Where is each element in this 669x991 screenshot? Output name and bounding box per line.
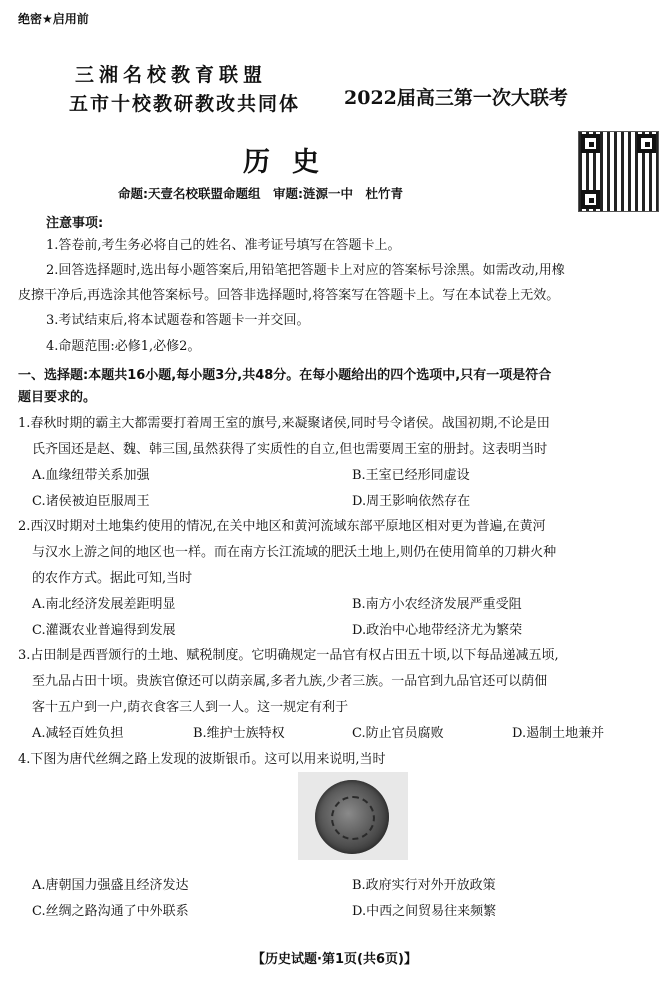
question-1-option-d: D.周王影响依然存在 xyxy=(352,494,471,509)
question-2-option-c: C.灌溉农业普遍得到发展 xyxy=(32,623,176,638)
question-3-option-d: D.遏制土地兼并 xyxy=(512,726,605,741)
question-2-option-b: B.南方小农经济发展严重受阻 xyxy=(352,597,522,612)
notice-item-2-line2: 皮擦干净后,再选涂其他答案标号。回答非选择题时,将答案写在答题卡上。写在本试卷上无效。 xyxy=(18,288,560,303)
question-1-option-b: B.王室已经形同虚设 xyxy=(352,468,470,483)
coin-icon xyxy=(315,780,389,854)
question-2-stem-line3: 的农作方式。据此可知,当时 xyxy=(32,571,193,586)
question-4-option-c: C.丝绸之路沟通了中外联系 xyxy=(32,904,189,919)
question-2-option-d: D.政治中心地带经济尤为繁荣 xyxy=(352,623,523,638)
question-3-option-c: C.防止官员腐败 xyxy=(352,726,444,741)
qr-code-icon xyxy=(578,131,659,212)
question-4-option-d: D.中西之间贸易往来频繁 xyxy=(352,904,497,919)
notice-item-4: 4.命题范围:必修1,必修2。 xyxy=(46,339,201,354)
exam-title: 2022届高三第一次大联考 xyxy=(344,87,568,109)
notice-item-1: 1.答卷前,考生务必将自己的姓名、准考证号填写在答题卡上。 xyxy=(46,238,401,253)
question-4-option-b: B.政府实行对外开放政策 xyxy=(352,878,496,893)
notice-item-3: 3.考试结束后,将本试题卷和答题卡一并交回。 xyxy=(46,313,310,328)
question-3-option-a: A.减轻百姓负担 xyxy=(32,726,124,741)
question-1-stem-line2: 氏齐国还是赵、魏、韩三国,虽然获得了实质性的自立,但也需要周王室的册封。这表明当时 xyxy=(32,442,548,457)
notice-heading: 注意事项: xyxy=(46,216,104,231)
question-2-stem-line2: 与汉水上游之间的地区也一样。而在南方长江流域的肥沃土地上,则仍在使用简单的刀耕火种 xyxy=(32,545,557,560)
section-one-heading: 一、选择题:本题共16小题,每小题3分,共48分。在每小题给出的四个选项中,只有一项是符合 xyxy=(18,368,552,383)
question-3-stem-line3: 客十五户到一户,荫衣食客三人到一人。这一规定有利于 xyxy=(32,700,349,715)
question-3-option-b: B.维护士族特权 xyxy=(193,726,285,741)
question-4-stem-line1: 4.下图为唐代丝绸之路上发现的波斯银币。这可以用来说明,当时 xyxy=(18,752,386,767)
confidential-label: 绝密★启用前 xyxy=(18,12,89,26)
question-4-option-a: A.唐朝国力强盛且经济发达 xyxy=(32,878,189,893)
question-2-stem-line1: 2.西汉时期对土地集约使用的情况,在关中地区和黄河流域东部平原地区相对更为普遍,在黄河 xyxy=(18,519,546,534)
question-2-option-a: A.南北经济发展差距明显 xyxy=(32,597,176,612)
section-one-heading-cont: 题目要求的。 xyxy=(18,390,97,405)
alliance-name-line1: 三湘名校教育联盟 xyxy=(75,64,268,86)
question-3-stem-line2: 至九品占田十顷。贵族官僚还可以荫亲属,多者九族,少者三族。一品官到九品官还可以荫佃 xyxy=(32,674,548,689)
question-3-stem-line1: 3.占田制是西晋颁行的土地、赋税制度。它明确规定一品官有权占田五十顷,以下每品递减五顷, xyxy=(18,648,559,663)
notice-item-2-line1: 2.回答选择题时,选出每小题答案后,用铅笔把答题卡上对应的答案标号涂黑。如需改动,用橡 xyxy=(46,263,565,278)
alliance-name-line2: 五市十校教研教改共同体 xyxy=(69,93,301,115)
exam-authors: 命题:天壹名校联盟命题组 审题:涟源一中 杜竹青 xyxy=(118,186,403,201)
subject-title: 历史 xyxy=(243,147,341,178)
question-1-option-c: C.诸侯被迫臣服周王 xyxy=(32,494,150,509)
page-footer: 【历史试题·第1页(共6页)】 xyxy=(252,952,417,967)
persian-silver-coin-image xyxy=(298,772,408,860)
question-1-option-a: A.血缘纽带关系加强 xyxy=(32,468,150,483)
question-1-stem-line1: 1.春秋时期的霸主大都需要打着周王室的旗号,来凝聚诸侯,同时号令诸侯。战国初期,不论是田 xyxy=(18,416,550,431)
